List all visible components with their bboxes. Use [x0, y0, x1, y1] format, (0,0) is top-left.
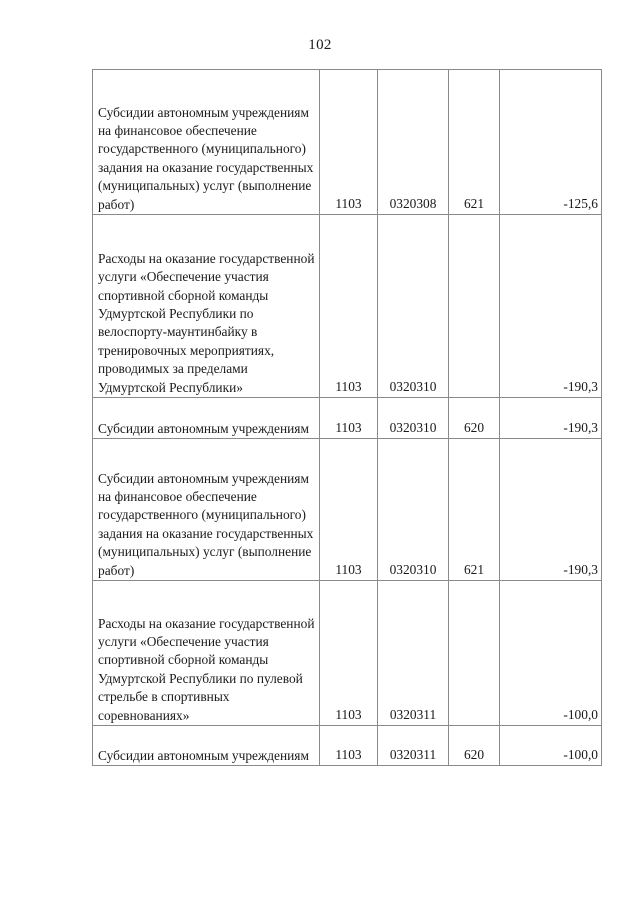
row-expense-type: 621: [449, 439, 500, 581]
row-section-code: 1103: [320, 70, 378, 215]
row-target-code: 0320310: [378, 398, 449, 439]
row-name: Субсидии автономным учреждениям на финансовое обеспечение государственного (муниципального) задания на оказание государственных (муниципальных) услуг (выполнение работ): [93, 439, 320, 581]
row-target-code: 0320308: [378, 70, 449, 215]
row-section-code: 1103: [320, 215, 378, 398]
table-row: [93, 70, 602, 215]
row-name: Субсидии автономным учреждениям на финансовое обеспечение государственного (муниципального) задания на оказание государственных (муниципальных) услуг (выполнение работ): [93, 70, 320, 215]
budget-table: [92, 69, 602, 766]
row-target-code: 0320311: [378, 581, 449, 726]
row-amount: -190,3: [500, 439, 602, 581]
table-row: [93, 215, 602, 398]
row-amount: -190,3: [500, 215, 602, 398]
row-expense-type: 621: [449, 70, 500, 215]
row-expense-type: [449, 581, 500, 726]
row-expense-type: [449, 215, 500, 398]
row-name: Субсидии автономным учреждениям: [93, 726, 320, 766]
row-expense-type: 620: [449, 726, 500, 766]
table-row: [93, 439, 602, 581]
row-target-code: 0320311: [378, 726, 449, 766]
table-row: [93, 726, 602, 766]
row-name: Расходы на оказание государственной услуги «Обеспечение участия спортивной сборной команды Удмуртской Республики по велоспорту-маунтинбайку в тренировочных мероприятиях, проводимых за пределами Удмуртской Республики»: [93, 215, 320, 398]
row-amount: -100,0: [500, 726, 602, 766]
row-name: Субсидии автономным учреждениям: [93, 398, 320, 439]
row-expense-type: 620: [449, 398, 500, 439]
row-amount: -190,3: [500, 398, 602, 439]
row-amount: -100,0: [500, 581, 602, 726]
row-section-code: 1103: [320, 439, 378, 581]
row-section-code: 1103: [320, 398, 378, 439]
row-section-code: 1103: [320, 726, 378, 766]
row-section-code: 1103: [320, 581, 378, 726]
page-number: 102: [308, 37, 332, 53]
row-target-code: 0320310: [378, 439, 449, 581]
table-row: [93, 398, 602, 439]
row-name: Расходы на оказание государственной услуги «Обеспечение участия спортивной сборной команды Удмуртской Республики по пулевой стрельбе в спортивных соревнованиях»: [93, 581, 320, 726]
table-row: [93, 581, 602, 726]
row-target-code: 0320310: [378, 215, 449, 398]
row-amount: -125,6: [500, 70, 602, 215]
